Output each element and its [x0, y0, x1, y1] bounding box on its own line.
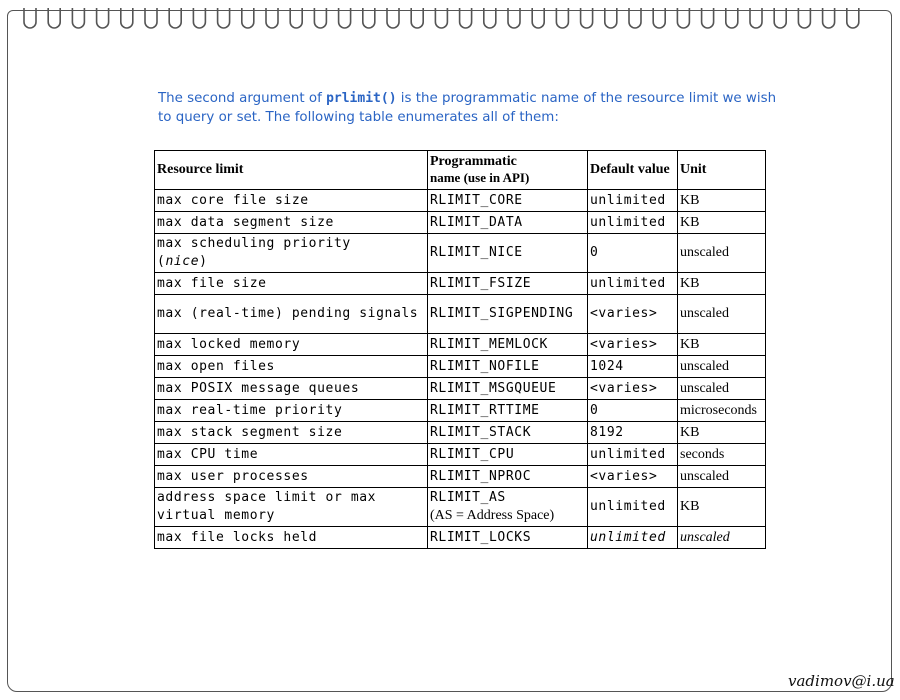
table-row	[155, 422, 766, 444]
cell-resource: max data segment size	[155, 212, 428, 234]
spiral-loop	[363, 8, 375, 28]
header-programmatic-name	[428, 151, 588, 190]
spiral-loop	[411, 8, 423, 28]
spiral-loop	[339, 8, 351, 28]
cell-unit: unscaled	[678, 378, 766, 400]
cell-name: RLIMIT_LOCKS	[428, 527, 588, 549]
table-row	[155, 527, 766, 549]
spiral-loop	[629, 8, 641, 28]
cell-name: RLIMIT_RTTIME	[428, 400, 588, 422]
spiral-loop	[314, 8, 326, 28]
table-row	[155, 190, 766, 212]
cell-default: 0	[588, 234, 678, 273]
cell-unit: KB	[678, 190, 766, 212]
cell-default: 0	[588, 400, 678, 422]
header-programmatic-line1: Programmatic	[430, 153, 517, 169]
spiral-loop	[435, 8, 447, 28]
cell-default: <varies>	[588, 334, 678, 356]
spiral-loop	[242, 8, 254, 28]
cell-resource-paren-open: (	[157, 254, 166, 269]
spiral-loop	[48, 8, 60, 28]
spiral-loop	[726, 8, 738, 28]
cell-name	[428, 488, 588, 527]
prlimit-code: prlimit()	[326, 91, 397, 106]
spiral-loop	[484, 8, 496, 28]
cell-unit: unscaled	[678, 466, 766, 488]
author-signature: vadimov@i.ua	[788, 672, 895, 690]
spiral-loop	[823, 8, 835, 28]
cell-unit: seconds	[678, 444, 766, 466]
cell-unit: KB	[678, 273, 766, 295]
cell-default: unlimited	[588, 488, 678, 527]
spiral-loop	[24, 8, 36, 28]
cell-default: 8192	[588, 422, 678, 444]
cell-name: RLIMIT_MSGQUEUE	[428, 378, 588, 400]
spiral-loop	[677, 8, 689, 28]
cell-unit: unscaled	[678, 234, 766, 273]
spiral-loop	[532, 8, 544, 28]
cell-resource: max POSIX message queues	[155, 378, 428, 400]
cell-default: 1024	[588, 356, 678, 378]
cell-name: RLIMIT_STACK	[428, 422, 588, 444]
spiral-loop	[605, 8, 617, 28]
spiral-loop	[290, 8, 302, 28]
cell-name: RLIMIT_NOFILE	[428, 356, 588, 378]
cell-resource: max stack segment size	[155, 422, 428, 444]
cell-name: RLIMIT_NPROC	[428, 466, 588, 488]
spiral-loop	[72, 8, 84, 28]
header-default-value: Default value	[588, 151, 678, 190]
spiral-loop	[508, 8, 520, 28]
table-row	[155, 466, 766, 488]
spiral-loop	[581, 8, 593, 28]
spiral-binding	[20, 6, 880, 36]
cell-name: RLIMIT_MEMLOCK	[428, 334, 588, 356]
cell-resource: max user processes	[155, 466, 428, 488]
header-unit: Unit	[678, 151, 766, 190]
cell-unit: KB	[678, 422, 766, 444]
spiral-loop	[653, 8, 665, 28]
table-row	[155, 334, 766, 356]
spiral-loop	[798, 8, 810, 28]
spiral-loop	[266, 8, 278, 28]
spiral-loop	[702, 8, 714, 28]
table-row	[155, 444, 766, 466]
cell-name: RLIMIT_CORE	[428, 190, 588, 212]
spiral-loop	[750, 8, 762, 28]
cell-unit: KB	[678, 334, 766, 356]
table-row	[155, 488, 766, 527]
resource-limits-table	[154, 150, 766, 549]
spiral-loop	[193, 8, 205, 28]
spiral-loop	[556, 8, 568, 28]
cell-default: unlimited	[588, 212, 678, 234]
cell-resource: max file locks held	[155, 527, 428, 549]
spiral-loop	[145, 8, 157, 28]
cell-unit: unscaled	[678, 356, 766, 378]
spiral-loop	[387, 8, 399, 28]
spiral-loop	[218, 8, 230, 28]
cell-default: <varies>	[588, 295, 678, 334]
cell-default: unlimited	[588, 190, 678, 212]
cell-resource: max real-time priority	[155, 400, 428, 422]
cell-default: unlimited	[588, 527, 678, 549]
cell-default: unlimited	[588, 444, 678, 466]
table-row	[155, 356, 766, 378]
intro-paragraph	[158, 89, 778, 127]
cell-resource	[155, 234, 428, 273]
table-header-row	[155, 151, 766, 190]
spiral-loop	[460, 8, 472, 28]
cell-default: <varies>	[588, 466, 678, 488]
table-row	[155, 378, 766, 400]
cell-default: <varies>	[588, 378, 678, 400]
cell-unit: KB	[678, 212, 766, 234]
cell-name: RLIMIT_DATA	[428, 212, 588, 234]
spiral-loop	[847, 8, 859, 28]
cell-name: RLIMIT_NICE	[428, 234, 588, 273]
cell-name: RLIMIT_FSIZE	[428, 273, 588, 295]
cell-unit: unscaled	[678, 527, 766, 549]
spiral-loop	[774, 8, 786, 28]
cell-resource: address space limit or max virtual memory	[155, 488, 428, 527]
cell-resource-italic: nice	[165, 254, 200, 269]
cell-resource-main: max scheduling priority	[157, 236, 351, 251]
cell-default: unlimited	[588, 273, 678, 295]
table-row	[155, 212, 766, 234]
cell-resource: max open files	[155, 356, 428, 378]
cell-name-note: (AS = Address Space)	[430, 508, 555, 523]
cell-resource: max locked memory	[155, 334, 428, 356]
cell-name-main: RLIMIT_AS	[430, 490, 506, 505]
cell-resource: max (real-time) pending signals	[155, 295, 428, 334]
cell-unit: unscaled	[678, 295, 766, 334]
header-resource-limit: Resource limit	[155, 151, 428, 190]
table-row	[155, 400, 766, 422]
cell-unit: KB	[678, 488, 766, 527]
table-row	[155, 234, 766, 273]
header-programmatic-line2: name (use in API)	[430, 169, 530, 185]
cell-name: RLIMIT_CPU	[428, 444, 588, 466]
intro-text-before: The second argument of	[158, 91, 327, 106]
table-row	[155, 295, 766, 334]
cell-resource: max file size	[155, 273, 428, 295]
spiral-loop	[169, 8, 181, 28]
cell-name: RLIMIT_SIGPENDING	[428, 295, 588, 334]
cell-resource-paren-close: )	[199, 254, 208, 269]
table-row	[155, 273, 766, 295]
spiral-loop	[121, 8, 133, 28]
cell-resource: max core file size	[155, 190, 428, 212]
intro-text-after: is the programmatic name of the resource limit we wish to query or set. The following table enumerates all of them:	[158, 91, 777, 125]
cell-resource: max CPU time	[155, 444, 428, 466]
spiral-loop	[97, 8, 109, 28]
cell-unit: microseconds	[678, 400, 766, 422]
